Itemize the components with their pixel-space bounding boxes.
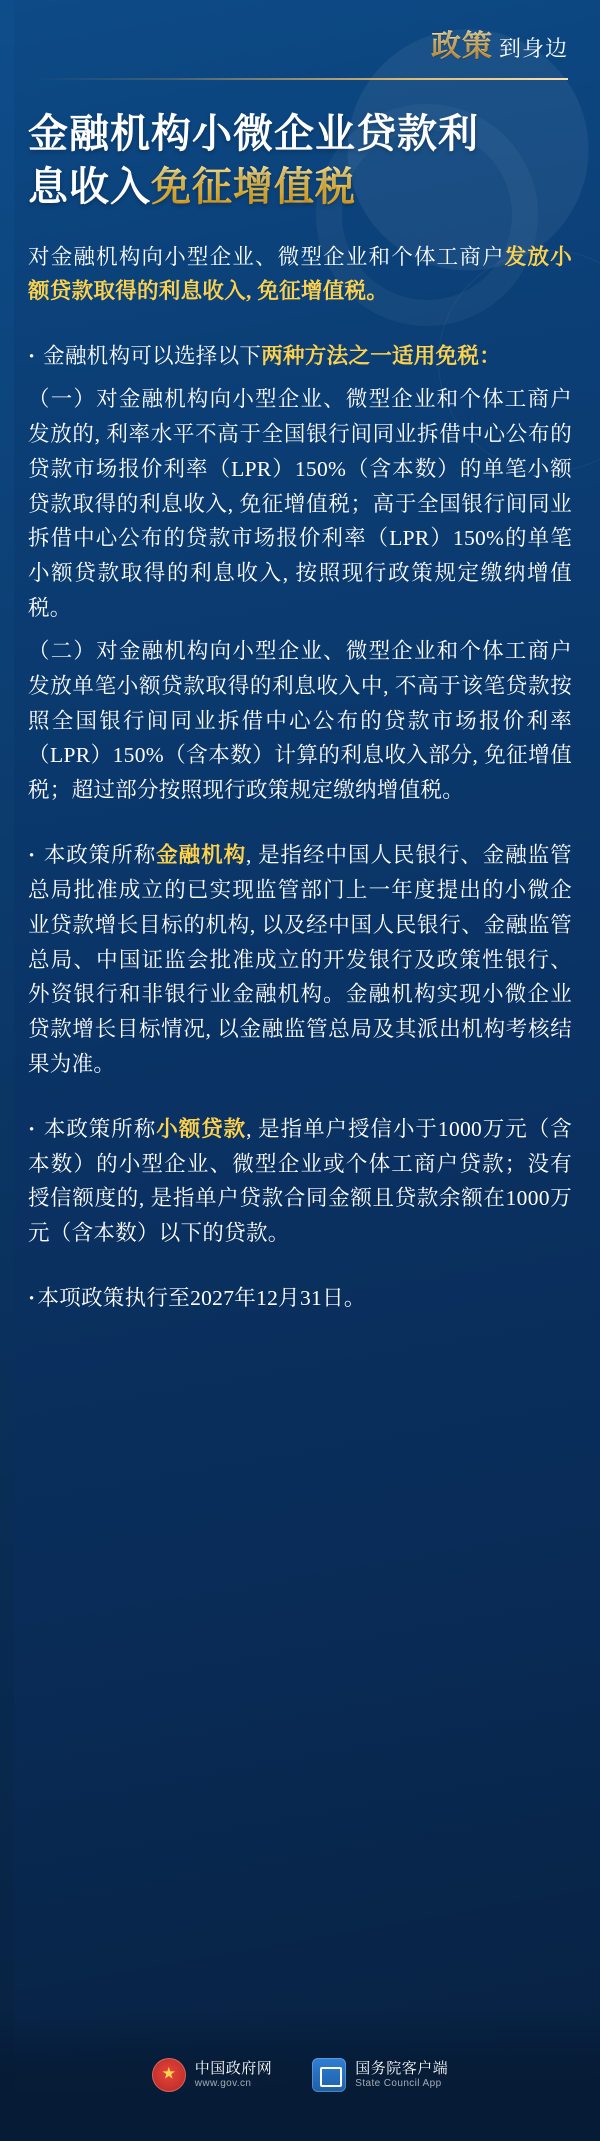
footer-app-text [355, 2060, 448, 2090]
footer-gov-name: 中国政府网 [194, 2060, 273, 2077]
paragraph-method-two: （二）对金融机构向小型企业、微型企业和个体工商户发放单笔小额贷款取得的利息收入中, 不高于该笔贷款按照全国银行间同业拆借中心公布的贷款市场报价利率（LPR）150%（含本数）计算的利息收入部分, 免征增值税；超过部分按照现行政策规定缴纳增值税。 [28, 638, 572, 803]
brand-sub-text: 到身边 [498, 36, 568, 61]
methods-intro-text-b: 两种方法之一适用免税： [261, 344, 501, 369]
definition-microloan-text-a: 本政策所称 [43, 1116, 157, 1141]
footer-gov-url: www.gov.cn [194, 2078, 252, 2089]
title-line-1: 金融机构小微企业贷款利 [28, 112, 479, 156]
poster-footer [0, 2009, 600, 2141]
footer-state-council-app[interactable] [312, 2058, 448, 2092]
poster-header [28, 0, 572, 86]
header-divider [32, 78, 568, 80]
paragraph-method-one: （一）对金融机构向小型企业、微型企业和个体工商户发放的, 利率水平不高于全国银行间同业拆借中心公布的贷款市场报价利率（LPR）150%（含本数）的单笔小额贷款取得的利息收入, 免征增值税；高于全国银行间同业拆借中心公布的贷款市场报价利率（LPR）150%的单笔小额贷款取得的利息收入, 按照现行政策规定缴纳增值税。 [28, 387, 572, 621]
definition-institution-term: 金融机构 [156, 843, 247, 868]
brand-lockup [431, 21, 568, 65]
definition-microloan-term: 小额贷款 [156, 1116, 247, 1141]
app-icon [312, 2058, 346, 2092]
page-title [28, 108, 572, 214]
footer-app-sub: State Council App [355, 2078, 442, 2089]
title-line-2-highlight: 免征增值税 [151, 164, 356, 209]
paragraph-definition-microloan [28, 1112, 572, 1251]
brand-main-text: 政策 [431, 21, 493, 65]
paragraph-definition-institution [28, 838, 572, 1082]
national-emblem-icon [152, 2058, 186, 2092]
methods-intro-text-a: 金融机构可以选择以下 [43, 344, 262, 369]
footer-gov-text [195, 2060, 273, 2090]
poster-body [28, 240, 572, 1316]
footer-app-name: 国务院客户端 [355, 2060, 449, 2077]
definition-institution-text-a: 本政策所称 [43, 843, 157, 868]
paragraph-summary-text-b: 发放小额贷款取得的利息收入, 免征增值税。 [28, 244, 572, 304]
definition-institution-text-b: , 是指经中国人民银行、金融监管总局批准成立的已实现监管部门上一年度提出的小微企业贷款增长目标的机构, 以及经中国人民银行、金融监管总局、中国证监会批准成立的开发银行及政策性银行、外资银行和非银行业金融机构。金融机构实现小微企业贷款增长目标情况, 以金融监管总局及其派出机构考核结果为准。 [28, 843, 572, 1076]
paragraph-expiry: · 本项政策执行至2027年12月31日。 [28, 1281, 572, 1316]
title-line-2-plain: 息收入 [28, 164, 151, 209]
paragraph-summary-text-a: 对金融机构向小型企业、微型企业和个体工商户 [28, 244, 505, 269]
paragraph-methods-intro [28, 339, 572, 374]
paragraph-summary [28, 240, 572, 310]
definition-microloan-text-b: , 是指单户授信小于1000万元（含本数）的小型企业、微型企业或个体工商户贷款；没有授信额度的, 是指单户贷款合同金额且贷款余额在1000万元（含本数）以下的贷款。 [28, 1116, 572, 1246]
footer-gov-portal[interactable] [152, 2058, 273, 2092]
